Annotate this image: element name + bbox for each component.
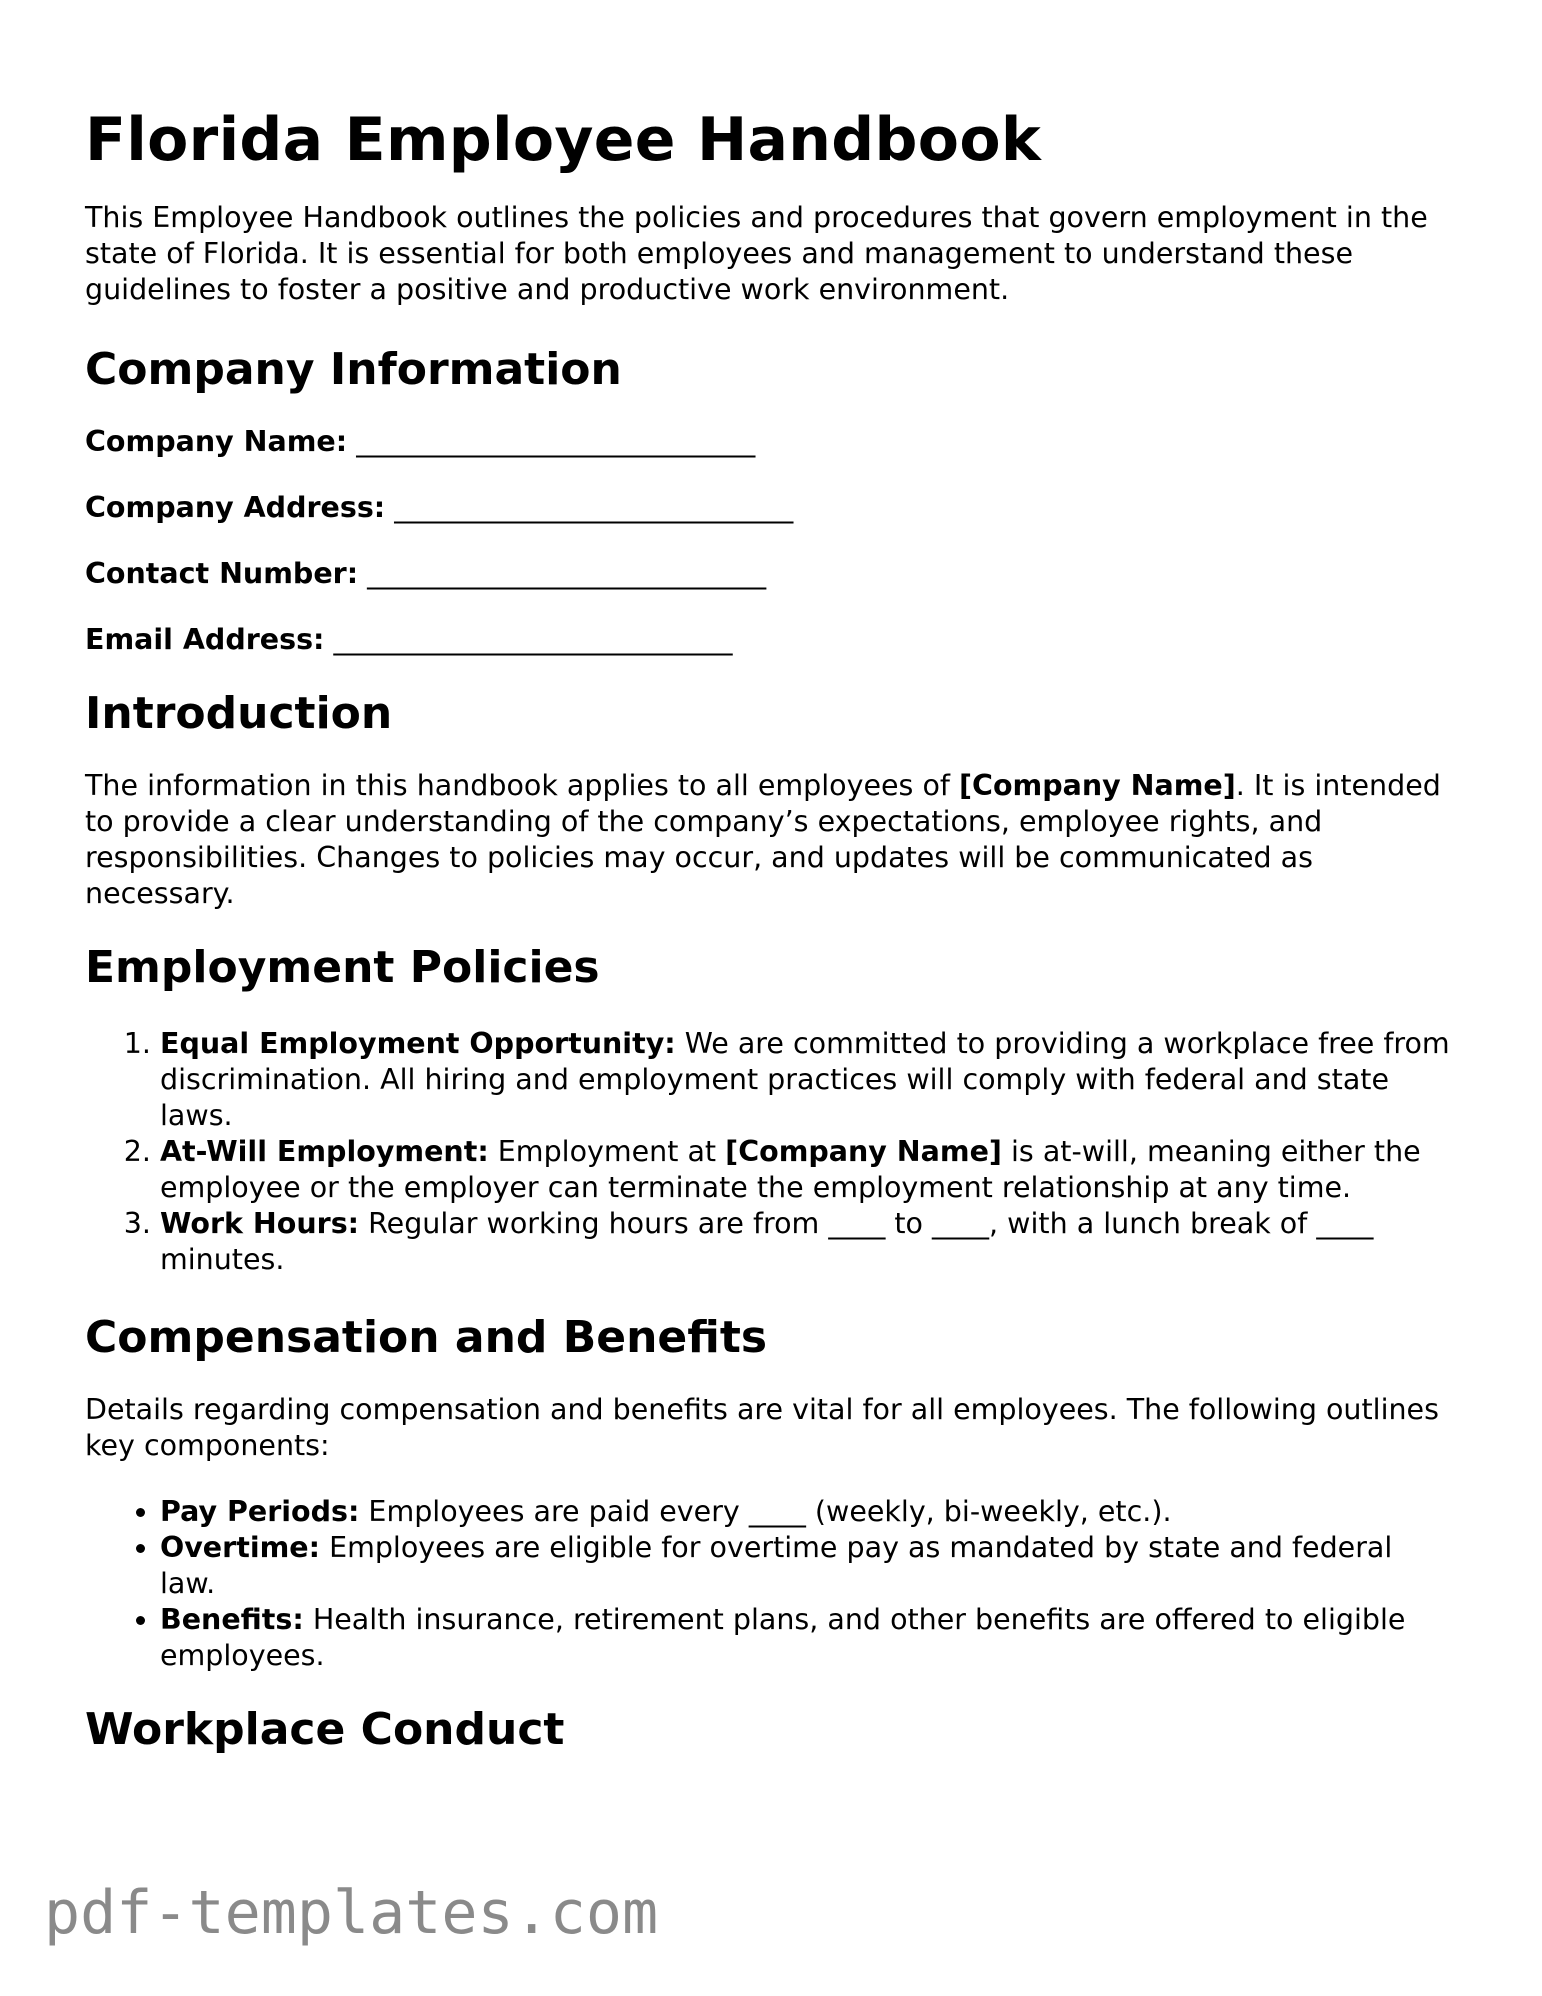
employment-policies-heading: Employment Policies bbox=[85, 942, 600, 993]
compensation-heading: Compensation and Benefits bbox=[85, 1312, 768, 1363]
company-name-blank: ____________________________ bbox=[356, 425, 756, 458]
compensation-item-text: Health insurance, retirement plans, and other benefits are offered to eligible employees. bbox=[160, 1603, 1406, 1672]
contact-number-blank: ____________________________ bbox=[367, 557, 767, 590]
policy-item bbox=[160, 1206, 1455, 1278]
policy-item-label: Equal Employment Opportunity: bbox=[160, 1027, 676, 1060]
policy-item-text: Regular working hours are from ____ to ____, with a lunch break of ____ minutes. bbox=[160, 1207, 1374, 1276]
compensation-item-text: Employees are eligible for overtime pay as mandated by state and federal law. bbox=[160, 1531, 1393, 1600]
intro-paragraph: This Employee Handbook outlines the policies and procedures that govern employment in the state of Florida. It is essential for both employees and management to understand these guidelines to foster a positive and productive work environment. bbox=[85, 201, 1428, 306]
policy-item-text-after: is at-will, meaning either the employee or the employer can terminate the employment relationship at any time. bbox=[160, 1135, 1421, 1204]
compensation-list bbox=[85, 1494, 1455, 1674]
company-name-field bbox=[85, 424, 1455, 460]
watermark: pdf-templates.com bbox=[44, 1878, 659, 1948]
policy-item bbox=[160, 1026, 1455, 1134]
policy-item-label: At-Will Employment: bbox=[160, 1135, 489, 1168]
introduction-paragraph bbox=[85, 768, 1455, 912]
policy-company-placeholder: [Company Name] bbox=[725, 1135, 1002, 1168]
compensation-intro: Details regarding compensation and benefits are vital for all employees. The following outlines key components: bbox=[85, 1393, 1439, 1462]
contact-number-field bbox=[85, 556, 1455, 592]
email-address-field bbox=[85, 622, 1455, 658]
company-address-label: Company Address: bbox=[85, 491, 386, 524]
compensation-item bbox=[160, 1530, 1455, 1602]
document-title: Florida Employee Handbook bbox=[85, 105, 1042, 175]
introduction-heading: Introduction bbox=[85, 688, 393, 739]
company-info-heading: Company Information bbox=[85, 344, 622, 395]
email-address-label: Email Address: bbox=[85, 623, 325, 656]
contact-number-label: Contact Number: bbox=[85, 557, 359, 590]
compensation-item-text: Employees are paid every ____ (weekly, bi-weekly, etc.). bbox=[359, 1495, 1172, 1528]
introduction-text-after: . It is intended to provide a clear understanding of the company’s expectations, employee rights, and responsibilities. Changes to policies may occur, and updates will be communicated as necessary. bbox=[85, 769, 1441, 910]
introduction-company-placeholder: [Company Name] bbox=[959, 769, 1236, 802]
compensation-item bbox=[160, 1494, 1455, 1530]
policy-item bbox=[160, 1134, 1455, 1206]
company-name-label: Company Name: bbox=[85, 425, 348, 458]
compensation-item-label: Benefits: bbox=[160, 1603, 304, 1636]
email-address-blank: ____________________________ bbox=[333, 623, 733, 656]
document-page bbox=[85, 100, 1455, 1760]
employment-policies-list bbox=[85, 1026, 1455, 1278]
policy-item-label: Work Hours: bbox=[160, 1207, 360, 1240]
company-address-blank: ____________________________ bbox=[394, 491, 794, 524]
workplace-conduct-heading: Workplace Conduct bbox=[85, 1704, 565, 1755]
compensation-item bbox=[160, 1602, 1455, 1674]
introduction-text-before: The information in this handbook applies to all employees of bbox=[85, 769, 959, 802]
policy-item-text: We are committed to providing a workplace free from discrimination. All hiring and employment practices will comply with federal and state laws. bbox=[160, 1027, 1450, 1132]
company-address-field bbox=[85, 490, 1455, 526]
compensation-item-label: Overtime: bbox=[160, 1531, 321, 1564]
compensation-item-label: Pay Periods: bbox=[160, 1495, 360, 1528]
policy-item-text-before: Employment at bbox=[488, 1135, 726, 1168]
company-info-fields bbox=[85, 424, 1455, 658]
